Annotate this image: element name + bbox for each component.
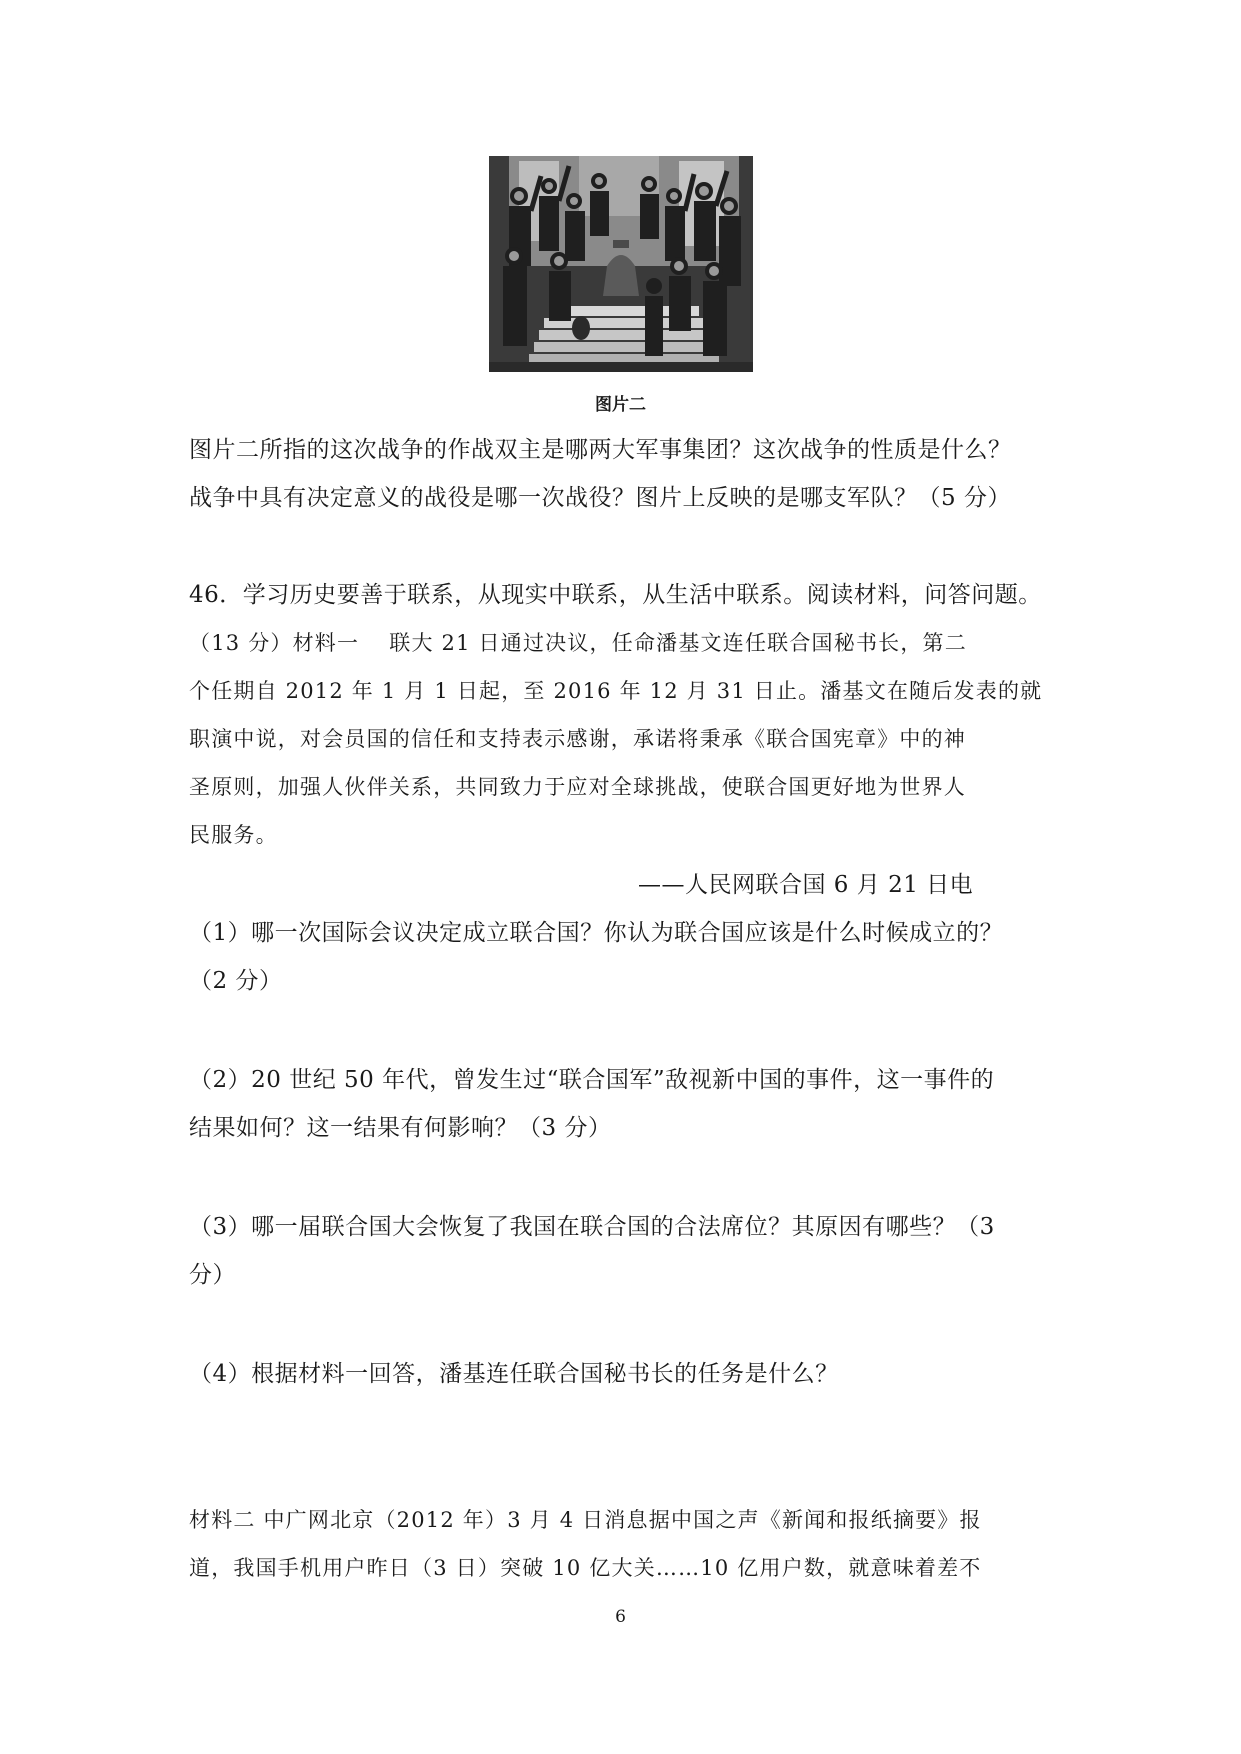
material-1-line: 职演中说，对会员国的信任和支持表示感谢，承诺将秉承《联合国宪章》中的神 [189, 727, 966, 751]
material-1-line: 圣原则，加强人伙伴关系，共同致力于应对全球挑战，使联合国更好地为世界人 [189, 775, 966, 799]
figure-caption: 图片二 [595, 395, 646, 415]
material-1-line: 民服务。 [189, 823, 278, 847]
sub-question-2: （2）20 世纪 50 年代，曾发生过“联合国军”敌视新中国的事件，这一事件的 [189, 1067, 995, 1093]
question-text-line: 图片二所指的这次战争的作战双主是哪两大军事集团？这次战争的性质是什么？ [189, 437, 1012, 463]
sub-question-1-points: （2 分） [189, 968, 283, 994]
sub-question-3: （3）哪一届联合国大会恢复了我国在联合国的合法席位？其原因有哪些？（3 [189, 1214, 995, 1240]
soldiers-photo-illustration [489, 156, 753, 372]
material-2-line: 道，我国手机用户昨日（3 日）突破 10 亿大关……10 亿用户数，就意味着差不 [189, 1556, 982, 1580]
sub-question-4: （4）根据材料一回答，潘基连任联合国秘书长的任务是什么？ [189, 1361, 839, 1387]
material-2-line: 材料二 中广网北京（2012 年）3 月 4 日消息据中国之声《新闻和报纸摘要》报 [189, 1508, 982, 1532]
material-source: ——人民网联合国 6 月 21 日电 [638, 872, 974, 898]
sub-question-2-cont: 结果如何？这一结果有何影响？（3 分） [189, 1115, 612, 1141]
sub-question-3-cont: 分） [189, 1262, 236, 1288]
sub-question-1: （1）哪一次国际会议决定成立联合国？你认为联合国应该是什么时候成立的？ [189, 920, 1004, 946]
material-1-line: （13 分）材料一 联大 21 日通过决议，任命潘基文连任联合国秘书长，第二 [189, 631, 967, 655]
material-1-line: 个任期自 2012 年 1 月 1 日起，至 2016 年 12 月 31 日止。潘基文在随后发表的就 [189, 679, 1043, 703]
question-text-line: 战争中具有决定意义的战役是哪一次战役？图片上反映的是哪支军队？（5 分） [189, 485, 1011, 511]
historical-photo [489, 156, 753, 372]
page-number: 6 [615, 1607, 626, 1627]
question-46-intro: 46．学习历史要善于联系，从现实中联系，从生活中联系。阅读材料，问答问题。 [189, 582, 1042, 608]
